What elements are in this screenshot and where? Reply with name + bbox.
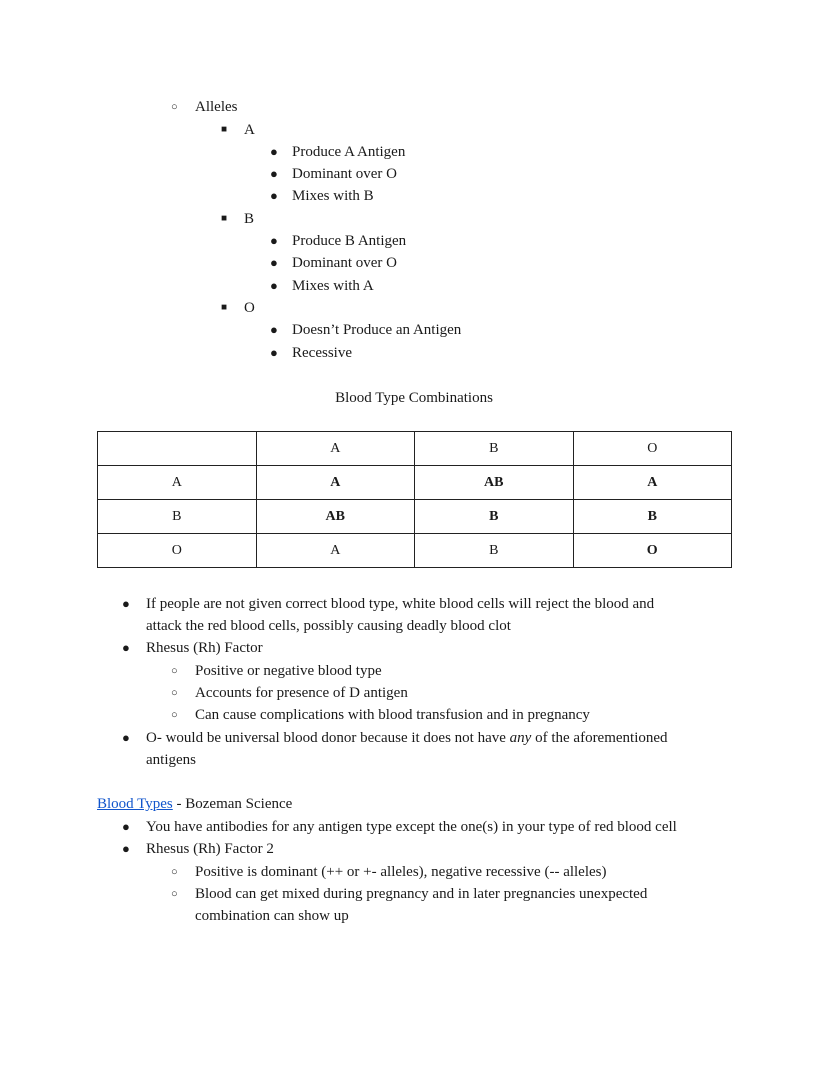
round-bullet-icon: ● — [270, 345, 278, 360]
note-subitem: Positive or negative blood type — [195, 663, 382, 679]
allele-label: O — [244, 300, 255, 316]
note-text: If people are not given correct blood type, white blood cells will reject the blood and — [146, 596, 655, 612]
table-cell: B — [573, 500, 732, 534]
hollow-bullet-icon: ○ — [171, 888, 178, 900]
table-cell: B — [415, 500, 574, 534]
note-subitem: Can cause complications with blood transfusion and in pregnancy — [195, 707, 590, 723]
alleles-heading: Alleles — [195, 99, 238, 115]
square-bullet-icon: ■ — [221, 124, 228, 135]
allele-property: Recessive — [292, 345, 352, 361]
table-row-label: B — [98, 500, 257, 534]
round-bullet-icon: ● — [270, 233, 278, 248]
hollow-bullet-icon: ○ — [171, 866, 178, 878]
table-cell: AB — [256, 500, 415, 534]
note-text: attack the red blood cells, possibly causing deadly blood clot — [146, 618, 511, 634]
table-header-cell: O — [573, 432, 732, 466]
table-row — [98, 466, 732, 500]
source-item: You have antibodies for any antigen type except the one(s) in your type of red blood cell — [146, 819, 677, 835]
allele-property: Dominant over O — [292, 255, 397, 271]
round-bullet-icon: ● — [122, 596, 130, 611]
table-row — [98, 500, 732, 534]
round-bullet-icon: ● — [122, 819, 130, 834]
table-row — [98, 534, 732, 568]
round-bullet-icon: ● — [270, 278, 278, 293]
source-subitem: Blood can get mixed during pregnancy and in later pregnancies unexpected — [195, 886, 648, 902]
square-bullet-icon: ■ — [221, 302, 228, 313]
allele-label: B — [244, 211, 255, 227]
table-header-cell: A — [256, 432, 415, 466]
round-bullet-icon: ● — [270, 322, 278, 337]
source-item: Rhesus (Rh) Factor 2 — [146, 841, 274, 857]
source-subitem: combination can show up — [195, 908, 349, 924]
hollow-bullet-icon: ○ — [171, 101, 178, 113]
round-bullet-icon: ● — [270, 255, 278, 270]
table-header-cell: B — [415, 432, 574, 466]
table-row-label: A — [98, 466, 257, 500]
round-bullet-icon: ● — [270, 188, 278, 203]
note-text — [146, 728, 668, 748]
allele-property: Dominant over O — [292, 166, 397, 182]
allele-property: Doesn’t Produce an Antigen — [292, 322, 462, 338]
table-header-row — [98, 432, 732, 466]
table-cell: A — [256, 534, 415, 568]
hollow-bullet-icon: ○ — [171, 665, 178, 677]
round-bullet-icon: ● — [270, 144, 278, 159]
allele-property: Produce B Antigen — [292, 233, 407, 249]
round-bullet-icon: ● — [122, 640, 130, 655]
table-row-label: O — [98, 534, 257, 568]
round-bullet-icon: ● — [122, 730, 130, 745]
square-bullet-icon: ■ — [221, 213, 228, 224]
note-text: Rhesus (Rh) Factor — [146, 640, 263, 656]
table-cell: A — [573, 466, 732, 500]
table-cell: A — [256, 466, 415, 500]
blood-type-combination-table — [97, 431, 732, 568]
table-cell: B — [415, 534, 574, 568]
table-caption: Blood Type Combinations — [335, 390, 493, 406]
allele-label: A — [244, 122, 255, 138]
table-header-cell — [98, 432, 257, 466]
source-subitem: Positive is dominant (++ or +- alleles), negative recessive (-- alleles) — [195, 864, 607, 880]
allele-property: Mixes with B — [292, 188, 374, 204]
table-cell: O — [573, 534, 732, 568]
round-bullet-icon: ● — [270, 166, 278, 181]
note-subitem: Accounts for presence of D antigen — [195, 685, 408, 701]
round-bullet-icon: ● — [122, 841, 130, 856]
note-emphasis: any — [509, 730, 532, 746]
hollow-bullet-icon: ○ — [171, 709, 178, 721]
note-text: antigens — [146, 752, 196, 768]
note-text-part: of the aforementioned — [531, 730, 668, 746]
note-text-part: O- would be universal blood donor because it does not have — [146, 730, 510, 746]
source-suffix: - Bozeman Science — [172, 796, 293, 812]
allele-property: Produce A Antigen — [292, 144, 406, 160]
blood-types-link[interactable]: Blood Types — [97, 796, 173, 812]
source-heading — [97, 794, 292, 814]
hollow-bullet-icon: ○ — [171, 687, 178, 699]
table-cell: AB — [415, 466, 574, 500]
allele-property: Mixes with A — [292, 278, 374, 294]
